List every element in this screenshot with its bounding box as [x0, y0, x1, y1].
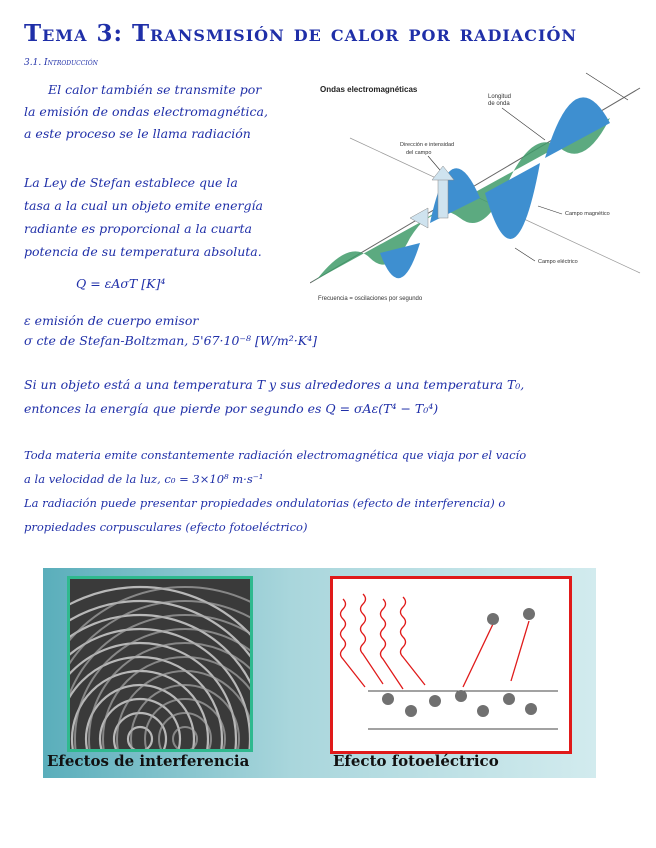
photoelectric-caption: Efecto fotoeléctrico — [333, 752, 499, 770]
emissivity-definition: ε emisión de cuerpo emisor — [24, 313, 199, 328]
matter-line: propiedades corpusculares (efecto fotoeléctrico) — [24, 520, 308, 534]
stefan-line: tasa a la cual un objeto emite energía — [24, 198, 263, 213]
illustration-panel — [43, 568, 596, 778]
stefan-line: La Ley de Stefan establece que la — [24, 175, 238, 190]
magnetic-field-label: Campo magnético — [565, 211, 610, 217]
frequency-label: Frecuencia = oscilaciones por segundo — [318, 296, 423, 302]
stefan-line: radiante es proporcional a la cuarta — [24, 221, 252, 236]
stefan-line: potencia de su temperatura absoluta. — [24, 244, 262, 259]
intro-line: a este proceso se le llama radiación — [24, 126, 251, 141]
stefan-formula: Q = εAσT [K]⁴ — [76, 276, 166, 291]
wavelength-label: de onda — [488, 101, 510, 107]
intro-line: la emisión de ondas electromagnética, — [24, 104, 268, 119]
matter-line: a la velocidad de la luz, c₀ = 3×10⁸ m·s⁻¹ — [24, 472, 264, 486]
interference-image — [67, 576, 253, 752]
photoelectric-image — [330, 576, 572, 754]
page-title: Tema 3: Transmisión de calor por radiación — [24, 20, 578, 47]
direction-label: del campo — [406, 150, 432, 156]
matter-line: Toda materia emite constantemente radiación electromagnética que viaja por el vacío — [24, 448, 527, 462]
em-wave-diagram — [310, 68, 645, 308]
electric-field-label: Campo eléctrico — [538, 259, 578, 265]
wave-title: Ondas electromagnéticas — [320, 85, 418, 94]
wavelength-label: Longitud — [488, 94, 512, 100]
direction-label: Dirección e intensidad — [400, 142, 455, 148]
intro-line: El calor también se transmite por — [48, 82, 262, 97]
section-heading: 3.1. Introducción — [24, 58, 98, 68]
matter-line: La radiación puede presentar propiedades ondulatorias (efecto de interferencia) o — [24, 496, 506, 510]
interference-caption: Efectos de interferencia — [47, 752, 250, 770]
surroundings-line: Si un objeto está a una temperatura T y sus alrededores a una temperatura T₀, — [24, 377, 525, 392]
stefan-constant-definition: σ cte de Stefan-Boltzman, 5'67·10⁻⁸ [W/m²·K⁴] — [24, 333, 317, 348]
surroundings-line: entonces la energía que pierde por segundo es Q = σAε(T⁴ − T₀⁴) — [24, 401, 439, 416]
